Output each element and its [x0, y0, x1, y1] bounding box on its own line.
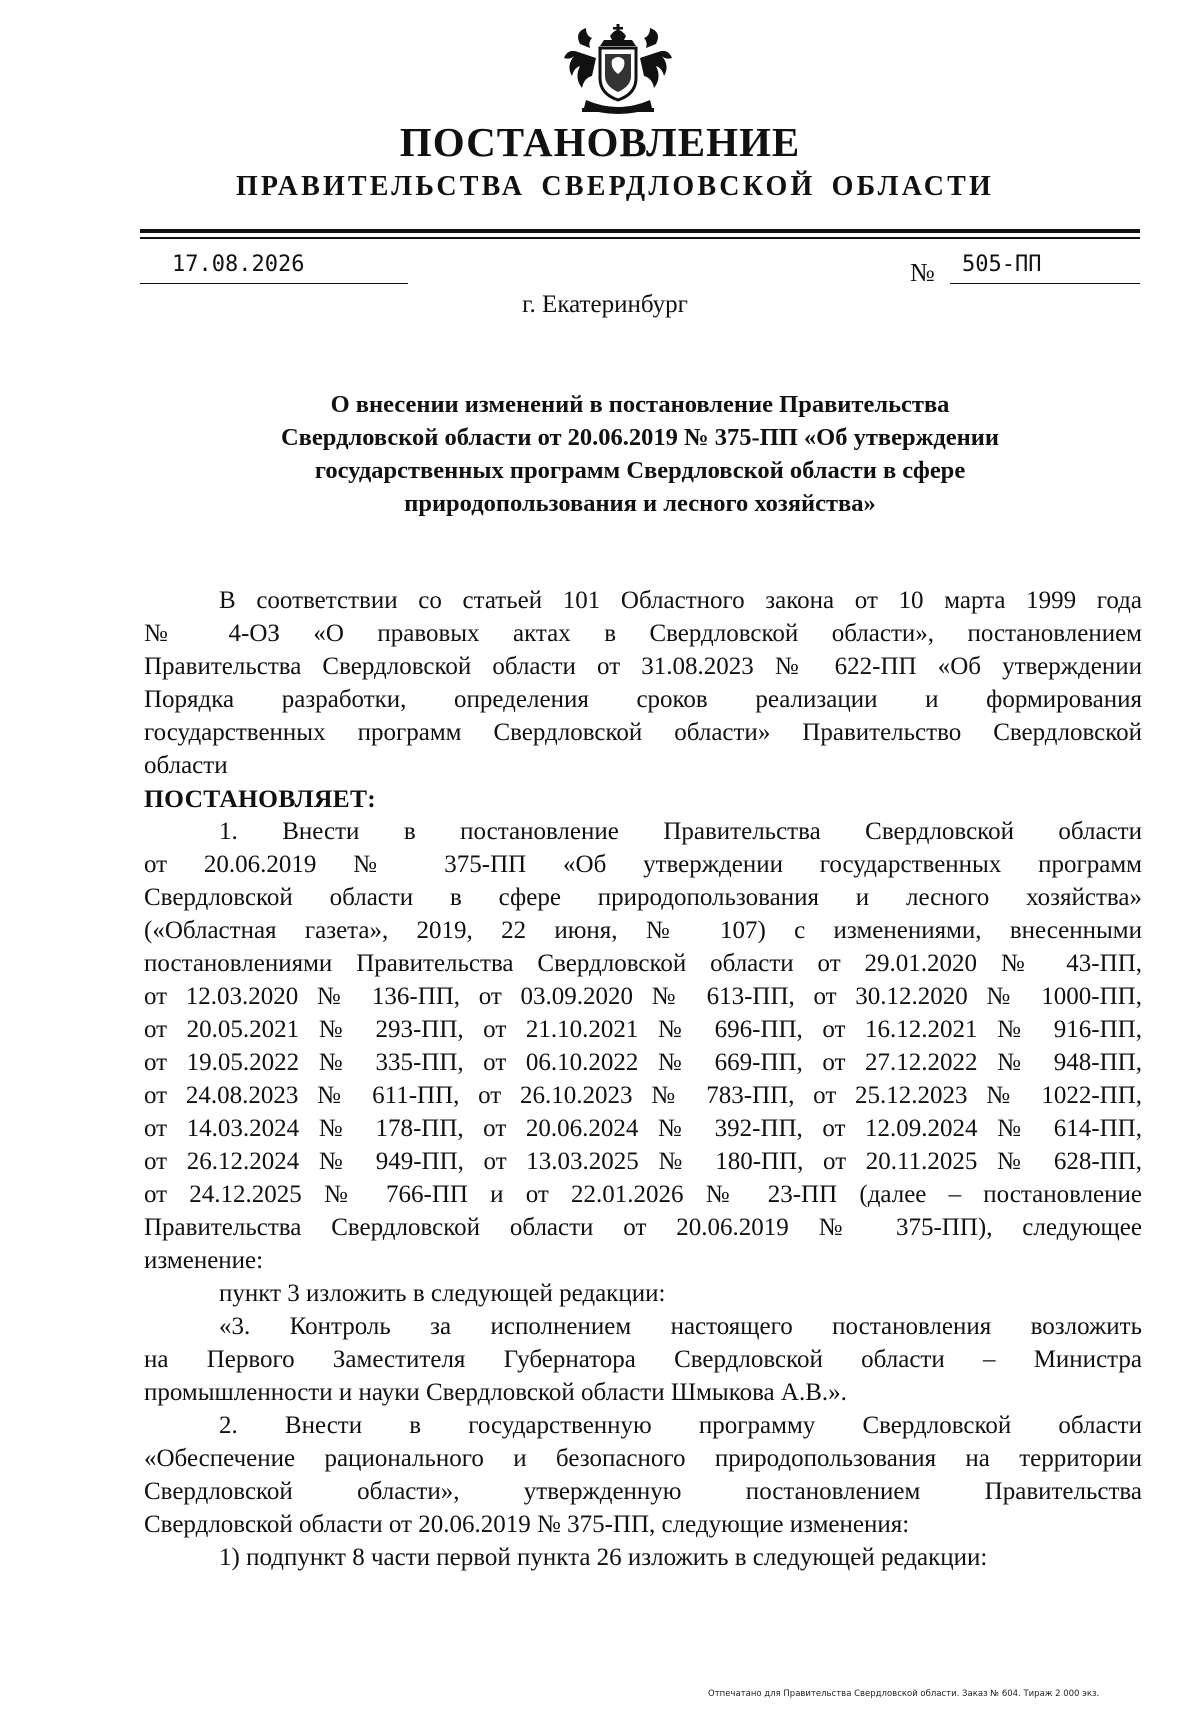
- coat-of-arms-emblem: [560, 22, 676, 118]
- text-line: «3. Контроль за исполнением настоящего постановления возложить: [219, 1313, 1142, 1340]
- text-line: Свердловской области от 20.06.2019 № 375-ПП, следующие изменения:: [144, 1511, 910, 1538]
- heading-line: природопользования и лесного хозяйства»: [404, 490, 876, 517]
- text-line: промышленности и науки Свердловской области Шмыкова А.В.».: [144, 1379, 847, 1406]
- header-divider-thick: [140, 229, 1140, 233]
- text-line: В соответствии со статьей 101 Областного закона от 10 марта 1999 года: [219, 587, 1142, 614]
- text-line: Свердловской области в сфере природопользования и лесного хозяйства»: [144, 884, 1142, 911]
- document-city: г. Екатеринбург: [522, 291, 688, 318]
- text-line: от 24.08.2023 № 611-ПП, от 26.10.2023 № 783-ПП, от 25.12.2023 № 1022-ПП,: [144, 1082, 1142, 1109]
- text-line: области: [144, 752, 228, 779]
- number-sign: №: [910, 258, 935, 287]
- text-line: изменение:: [144, 1247, 264, 1274]
- text-line: № 4-ОЗ «О правовых актах в Свердловской области», постановлением: [144, 620, 1142, 647]
- text-line: 1. Внести в постановление Правительства Свердловской области: [219, 818, 1142, 845]
- header-divider-thin: [140, 237, 1140, 239]
- heading-line: государственных программ Свердловской области в сфере: [314, 457, 966, 484]
- text-line: Свердловской области», утвержденную постановлением Правительства: [144, 1478, 1142, 1505]
- item-1-paragraph: [144, 815, 1142, 1277]
- document-heading: [140, 388, 1140, 520]
- document-type-title: ПОСТАНОВЛЕНИЕ: [399, 119, 801, 165]
- text-line: от 20.06.2019 № 375-ПП «Об утверждении государственных программ: [144, 851, 1142, 878]
- heading-line: Свердловской области от 20.06.2019 № 375-ПП «Об утверждении: [280, 424, 1000, 451]
- text-line: от 26.12.2024 № 949-ПП, от 13.03.2025 № 180-ПП, от 20.11.2025 № 628-ПП,: [144, 1148, 1142, 1175]
- text-line: на Первого Заместителя Губернатора Свердловской области – Министра: [144, 1346, 1142, 1373]
- text-line: «Обеспечение рационального и безопасного природопользования на территории: [144, 1445, 1142, 1472]
- text-line: государственных программ Свердловской области» Правительство Свердловской: [144, 719, 1142, 746]
- text-line: от 12.03.2020 № 136-ПП, от 03.09.2020 № 613-ПП, от 30.12.2020 № 1000-ПП,: [144, 983, 1142, 1010]
- item-2-paragraph: [144, 1409, 1142, 1541]
- text-line: от 19.05.2022 № 335-ПП, от 06.10.2022 № 669-ПП, от 27.12.2022 № 948-ПП,: [144, 1049, 1142, 1076]
- text-line: 2. Внести в государственную программу Свердловской области: [219, 1412, 1142, 1439]
- text-line: от 20.05.2021 № 293-ПП, от 21.10.2021 № 696-ПП, от 16.12.2021 № 916-ПП,: [144, 1016, 1142, 1043]
- heading-line: О внесении изменений в постановление Правительства: [330, 391, 950, 418]
- text-line: Порядка разработки, определения сроков реализации и формирования: [144, 686, 1142, 713]
- text-line: постановлениями Правительства Свердловской области от 29.01.2020 № 43-ПП,: [144, 950, 1142, 977]
- preamble-paragraph: [144, 584, 1142, 782]
- resolves-heading: ПОСТАНОВЛЯЕТ:: [144, 784, 377, 813]
- document-number: 505-ПП: [950, 250, 1140, 284]
- item-1-quote: [144, 1310, 1142, 1409]
- document-body: [144, 584, 1142, 1574]
- text-line: от 14.03.2024 № 178-ПП, от 20.06.2024 № 392-ПП, от 12.09.2024 № 614-ПП,: [144, 1115, 1142, 1142]
- text-line: («Областная газета», 2019, 22 июня, № 107) с изменениями, внесенными: [144, 917, 1142, 944]
- text-line: от 24.12.2025 № 766-ПП и от 22.01.2026 № 23-ПП (далее – постановление: [144, 1181, 1142, 1208]
- print-footer: Отпечатано для Правительства Свердловской области. Заказ № 604. Тираж 2 000 экз.: [708, 1689, 1100, 1699]
- item-2-subclause: 1) подпункт 8 части первой пункта 26 изложить в следующей редакции:: [219, 1544, 988, 1571]
- document-date: 17.08.2026: [140, 250, 408, 284]
- issuing-authority: ПРАВИТЕЛЬСТВА СВЕРДЛОВСКОЙ ОБЛАСТИ: [235, 171, 995, 202]
- item-1-subclause: пункт 3 изложить в следующей редакции:: [219, 1280, 666, 1307]
- text-line: Правительства Свердловской области от 20.06.2019 № 375-ПП), следующее: [144, 1214, 1142, 1241]
- text-line: Правительства Свердловской области от 31.08.2023 № 622-ПП «Об утверждении: [144, 653, 1142, 680]
